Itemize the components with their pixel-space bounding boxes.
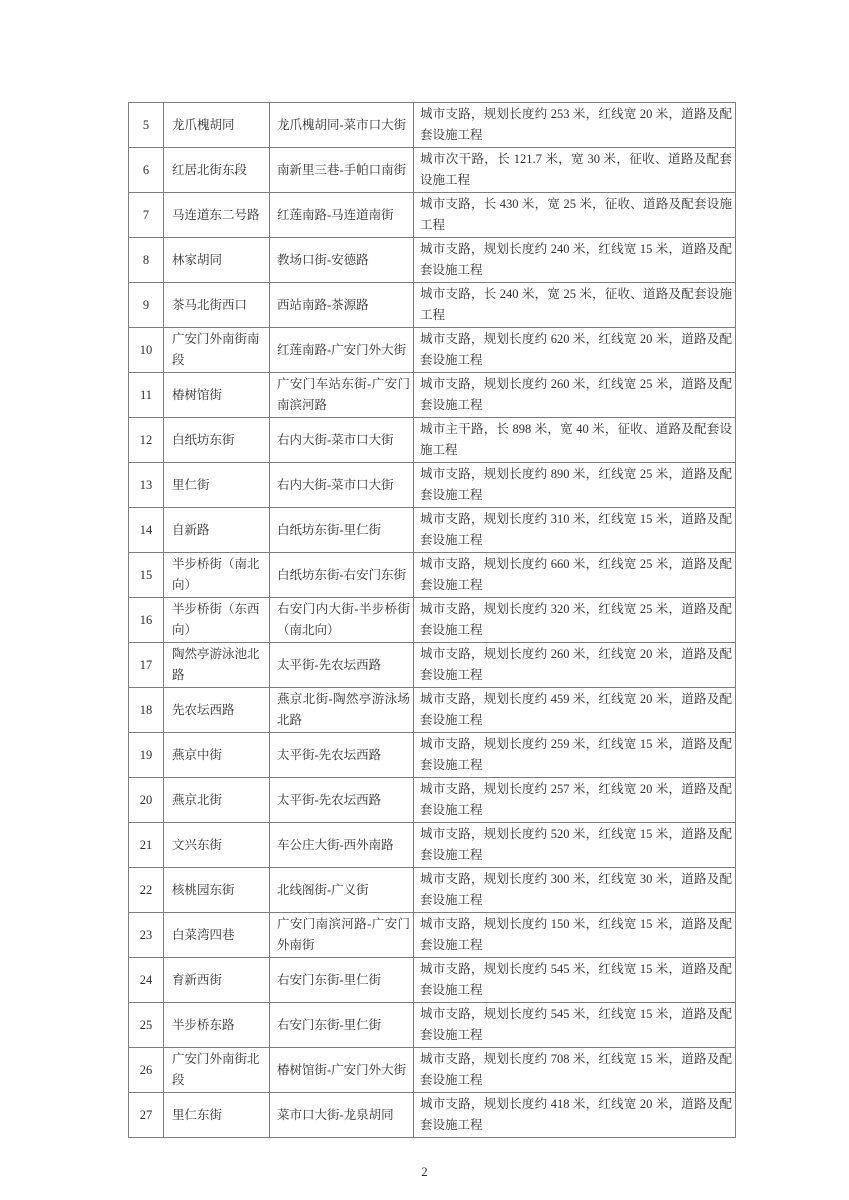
project-description-cell: 城市支路，规划长度约 620 米，红线宽 20 米，道路及配套设施工程 <box>414 328 736 373</box>
row-number-cell: 15 <box>129 553 164 598</box>
street-name-cell: 茶马北街西口 <box>164 283 270 328</box>
row-number-cell: 19 <box>129 733 164 778</box>
project-description-cell: 城市支路，规划长度约 459 米，红线宽 20 米，道路及配套设施工程 <box>414 688 736 733</box>
row-number-cell: 5 <box>129 103 164 148</box>
row-number-cell: 8 <box>129 238 164 283</box>
street-name-cell: 林家胡同 <box>164 238 270 283</box>
street-segment-cell: 教场口街-安德路 <box>270 238 414 283</box>
project-description-cell: 城市支路，规划长度约 300 米，红线宽 30 米，道路及配套设施工程 <box>414 868 736 913</box>
street-name-cell: 红居北街东段 <box>164 148 270 193</box>
street-segment-cell: 右内大街-菜市口大街 <box>270 418 414 463</box>
street-name-cell: 育新西街 <box>164 958 270 1003</box>
street-segment-cell: 西站南路-茶源路 <box>270 283 414 328</box>
street-segment-cell: 白纸坊东街-右安门东街 <box>270 553 414 598</box>
street-segment-cell: 龙爪槐胡同-菜市口大街 <box>270 103 414 148</box>
table-row <box>129 643 736 688</box>
street-segment-cell: 广安门南滨河路-广安门外南街 <box>270 913 414 958</box>
row-number-cell: 24 <box>129 958 164 1003</box>
project-description-cell: 城市支路，规划长度约 545 米，红线宽 15 米，道路及配套设施工程 <box>414 958 736 1003</box>
street-segment-cell: 南新里三巷-手帕口南街 <box>270 148 414 193</box>
row-number-cell: 22 <box>129 868 164 913</box>
table-row <box>129 238 736 283</box>
table-row <box>129 103 736 148</box>
table-row <box>129 598 736 643</box>
table-row <box>129 328 736 373</box>
street-segment-cell: 太平街-先农坛西路 <box>270 643 414 688</box>
street-name-cell: 白纸坊东街 <box>164 418 270 463</box>
project-description-cell: 城市支路，规划长度约 260 米，红线宽 20 米，道路及配套设施工程 <box>414 643 736 688</box>
table-row <box>129 283 736 328</box>
table-row <box>129 463 736 508</box>
street-name-cell: 椿树馆街 <box>164 373 270 418</box>
street-segment-cell: 车公庄大街-西外南路 <box>270 823 414 868</box>
row-number-cell: 12 <box>129 418 164 463</box>
row-number-cell: 23 <box>129 913 164 958</box>
table-row <box>129 1093 736 1138</box>
project-description-cell: 城市支路，规划长度约 520 米，红线宽 15 米，道路及配套设施工程 <box>414 823 736 868</box>
project-description-cell: 城市支路，规划长度约 545 米，红线宽 15 米，道路及配套设施工程 <box>414 1003 736 1048</box>
project-description-cell: 城市支路，规划长度约 257 米，红线宽 20 米，道路及配套设施工程 <box>414 778 736 823</box>
project-description-cell: 城市支路，规划长度约 890 米，红线宽 25 米，道路及配套设施工程 <box>414 463 736 508</box>
table-row <box>129 1003 736 1048</box>
project-description-cell: 城市支路，规划长度约 660 米，红线宽 25 米，道路及配套设施工程 <box>414 553 736 598</box>
table-row <box>129 913 736 958</box>
street-name-cell: 里仁街 <box>164 463 270 508</box>
street-segment-cell: 菜市口大街-龙泉胡同 <box>270 1093 414 1138</box>
street-name-cell: 半步桥东路 <box>164 1003 270 1048</box>
project-description-cell: 城市支路，长 240 米，宽 25 米，征收、道路及配套设施工程 <box>414 283 736 328</box>
project-description-cell: 城市次干路，长 121.7 米，宽 30 米，征收、道路及配套设施工程 <box>414 148 736 193</box>
table-row <box>129 688 736 733</box>
row-number-cell: 21 <box>129 823 164 868</box>
street-name-cell: 半步桥街（南北向） <box>164 553 270 598</box>
street-segment-cell: 广安门车站东街-广安门南滨河路 <box>270 373 414 418</box>
table-row <box>129 508 736 553</box>
table-row <box>129 868 736 913</box>
street-name-cell: 陶然亭游泳池北路 <box>164 643 270 688</box>
street-name-cell: 白菜湾四巷 <box>164 913 270 958</box>
street-segment-cell: 太平街-先农坛西路 <box>270 778 414 823</box>
project-description-cell: 城市支路，规划长度约 320 米，红线宽 25 米，道路及配套设施工程 <box>414 598 736 643</box>
street-segment-cell: 右安门东街-里仁街 <box>270 958 414 1003</box>
row-number-cell: 27 <box>129 1093 164 1138</box>
row-number-cell: 26 <box>129 1048 164 1093</box>
table-row <box>129 823 736 868</box>
table-row <box>129 193 736 238</box>
street-name-cell: 半步桥街（东西向） <box>164 598 270 643</box>
street-name-cell: 龙爪槐胡同 <box>164 103 270 148</box>
row-number-cell: 7 <box>129 193 164 238</box>
project-description-cell: 城市支路，规划长度约 708 米，红线宽 15 米，道路及配套设施工程 <box>414 1048 736 1093</box>
project-description-cell: 城市支路，规划长度约 310 米，红线宽 15 米，道路及配套设施工程 <box>414 508 736 553</box>
street-segment-cell: 右安门东街-里仁街 <box>270 1003 414 1048</box>
street-segment-cell: 燕京北街-陶然亭游泳场北路 <box>270 688 414 733</box>
table-row <box>129 148 736 193</box>
street-name-cell: 燕京中街 <box>164 733 270 778</box>
project-description-cell: 城市主干路，长 898 米，宽 40 米，征收、道路及配套设施工程 <box>414 418 736 463</box>
project-description-cell: 城市支路，规划长度约 253 米，红线宽 20 米，道路及配套设施工程 <box>414 103 736 148</box>
table-row <box>129 1048 736 1093</box>
street-name-cell: 广安门外南街北段 <box>164 1048 270 1093</box>
street-segment-cell: 太平街-先农坛西路 <box>270 733 414 778</box>
street-name-cell: 文兴东街 <box>164 823 270 868</box>
street-segment-cell: 右内大街-菜市口大街 <box>270 463 414 508</box>
row-number-cell: 11 <box>129 373 164 418</box>
table-row <box>129 958 736 1003</box>
road-table-body <box>129 103 736 1138</box>
row-number-cell: 13 <box>129 463 164 508</box>
project-description-cell: 城市支路，规划长度约 260 米，红线宽 25 米，道路及配套设施工程 <box>414 373 736 418</box>
street-name-cell: 燕京北街 <box>164 778 270 823</box>
project-description-cell: 城市支路，规划长度约 259 米，红线宽 15 米，道路及配套设施工程 <box>414 733 736 778</box>
row-number-cell: 10 <box>129 328 164 373</box>
project-description-cell: 城市支路，规划长度约 418 米，红线宽 20 米，道路及配套设施工程 <box>414 1093 736 1138</box>
row-number-cell: 9 <box>129 283 164 328</box>
street-segment-cell: 椿树馆街-广安门外大街 <box>270 1048 414 1093</box>
street-name-cell: 里仁东街 <box>164 1093 270 1138</box>
table-row <box>129 418 736 463</box>
row-number-cell: 20 <box>129 778 164 823</box>
row-number-cell: 18 <box>129 688 164 733</box>
row-number-cell: 17 <box>129 643 164 688</box>
row-number-cell: 6 <box>129 148 164 193</box>
street-name-cell: 马连道东二号路 <box>164 193 270 238</box>
street-name-cell: 核桃园东街 <box>164 868 270 913</box>
row-number-cell: 25 <box>129 1003 164 1048</box>
street-name-cell: 先农坛西路 <box>164 688 270 733</box>
project-description-cell: 城市支路，规划长度约 150 米，红线宽 15 米，道路及配套设施工程 <box>414 913 736 958</box>
project-description-cell: 城市支路，长 430 米，宽 25 米，征收、道路及配套设施工程 <box>414 193 736 238</box>
street-name-cell: 自新路 <box>164 508 270 553</box>
page-number: 2 <box>421 1164 428 1179</box>
street-name-cell: 广安门外南街南段 <box>164 328 270 373</box>
street-segment-cell: 北线阁街-广义街 <box>270 868 414 913</box>
street-segment-cell: 右安门内大街-半步桥街（南北向） <box>270 598 414 643</box>
road-projects-table <box>128 102 736 1138</box>
table-row <box>129 553 736 598</box>
table-row <box>129 373 736 418</box>
row-number-cell: 14 <box>129 508 164 553</box>
street-segment-cell: 红莲南路-马连道南街 <box>270 193 414 238</box>
table-row <box>129 733 736 778</box>
project-description-cell: 城市支路，规划长度约 240 米，红线宽 15 米，道路及配套设施工程 <box>414 238 736 283</box>
table-row <box>129 778 736 823</box>
street-segment-cell: 红莲南路-广安门外大街 <box>270 328 414 373</box>
street-segment-cell: 白纸坊东街-里仁街 <box>270 508 414 553</box>
row-number-cell: 16 <box>129 598 164 643</box>
